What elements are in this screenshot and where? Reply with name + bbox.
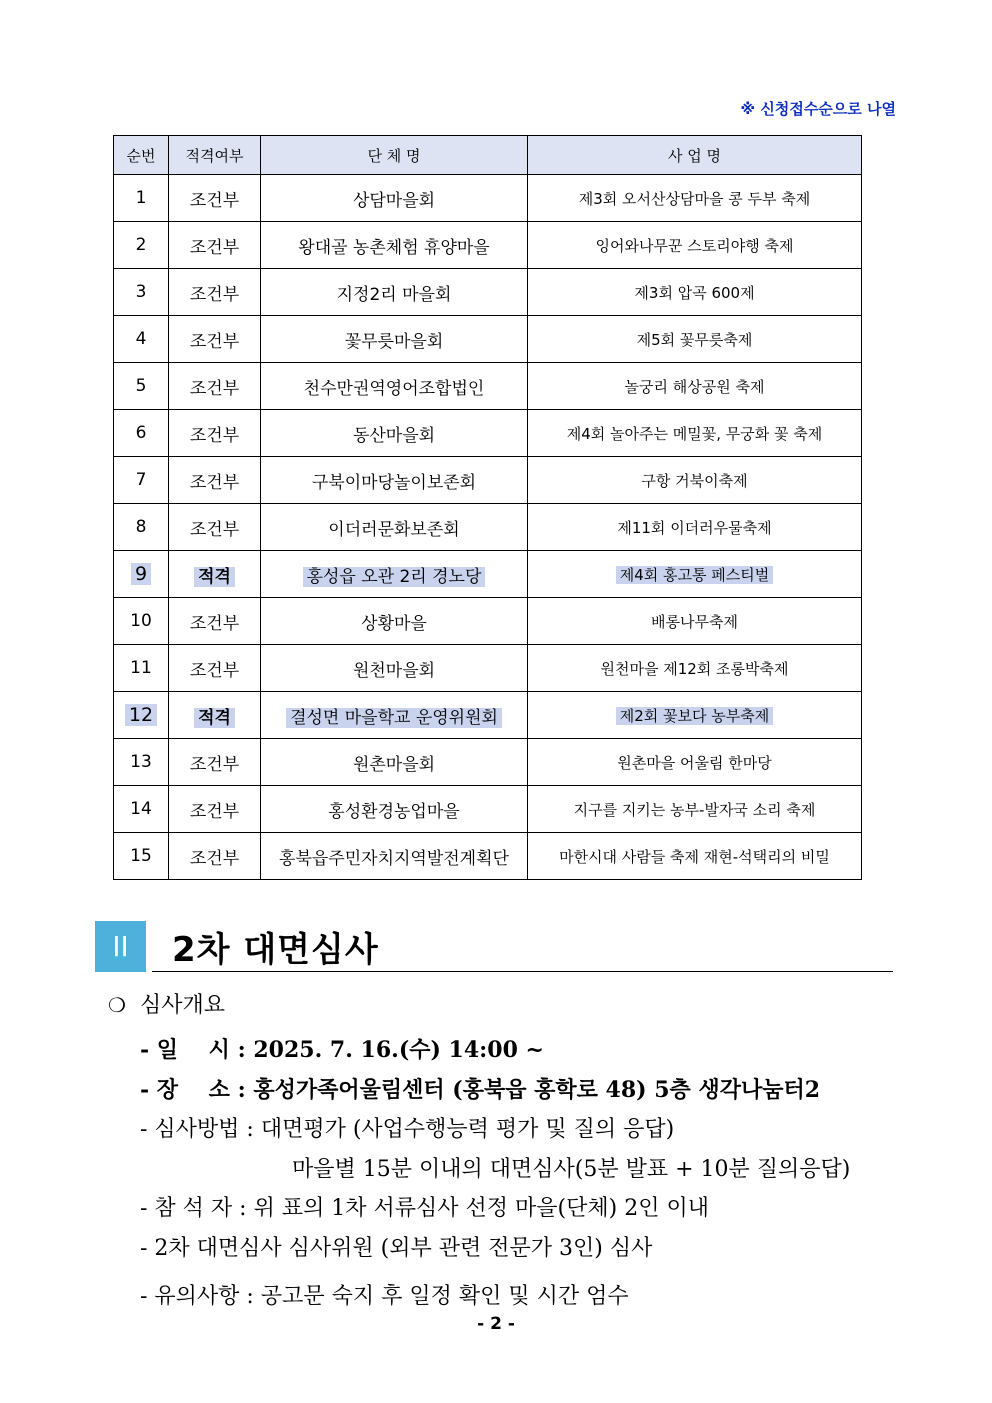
row-project-text: 제5회 꽃무릇축제 [636,330,753,349]
row-status [169,786,261,833]
overview-line-method: - 심사방법 : 대면평가 (사업수행능력 평가 및 질의 응답) [140,1117,675,1142]
row-number-text: 11 [130,658,152,678]
row-number-text: 7 [135,470,147,490]
overview-line-method-detail: 마을별 15분 이내의 대면심사(5분 발표 + 10분 질의응답) [292,1157,851,1182]
row-status [169,222,261,269]
overview-line-judges: - 2차 대면심사 심사위원 (외부 관련 전문가 3인) 심사 [140,1236,653,1261]
row-status [169,692,261,739]
row-organization [261,410,528,457]
row-organization [261,269,528,316]
row-organization [261,316,528,363]
row-project [528,269,862,316]
row-organization [261,551,528,598]
row-number-text: 5 [135,376,147,396]
row-number [114,551,169,598]
table-row [114,692,862,739]
row-project-text: 제11회 이더러우물축제 [617,518,772,537]
row-status [169,833,261,880]
row-number [114,692,169,739]
applicant-table [113,135,862,880]
row-status-text: 조건부 [189,848,240,869]
row-status-text: 조건부 [189,425,240,446]
row-status-text: 조건부 [189,190,240,211]
table-row [114,222,862,269]
row-project-text: 마한시대 사람들 축제 재현-석택리의 비밀 [559,847,830,866]
row-number [114,410,169,457]
row-number-text: 3 [135,282,147,302]
table-header-row [114,136,862,175]
page-number: - 2 - [477,1314,515,1334]
row-organization-text: 홍성읍 오관 2리 경노당 [303,567,486,587]
row-number-text: 6 [135,423,147,443]
overview-heading-text: 심사개요 [139,993,225,1018]
section-number-badge: II [95,921,146,972]
table-row [114,551,862,598]
row-number [114,504,169,551]
table-row [114,786,862,833]
row-number-text: 9 [131,563,151,585]
row-organization-text: 천수만권역영어조합법인 [303,378,485,399]
row-status-text: 조건부 [189,613,240,634]
overview-line-location: - 장 소 : 홍성가족어울림센터 (홍북읍 홍학로 48) 5층 생각나눔터2 [140,1077,821,1103]
header-status: 적격여부 [169,136,261,175]
table-row [114,410,862,457]
table-row [114,269,862,316]
section-underline [152,971,893,972]
row-organization [261,739,528,786]
table-row [114,175,862,222]
table-row [114,739,862,786]
row-number [114,833,169,880]
overview-line-notes: - 유의사항 : 공고문 숙지 후 일정 확인 및 시간 엄수 [140,1284,629,1309]
row-project-text: 배롱나무축제 [651,612,738,631]
row-status-text: 조건부 [189,754,240,775]
row-number-text: 10 [130,611,152,631]
row-number [114,739,169,786]
row-project-text: 잉어와나무꾼 스토리야행 축제 [595,236,794,255]
row-number [114,316,169,363]
row-organization [261,598,528,645]
row-status [169,269,261,316]
overview-heading [108,988,225,1019]
row-number-text: 12 [125,704,157,726]
row-project [528,551,862,598]
row-project-text: 제3회 압곡 600제 [634,283,755,302]
row-number [114,175,169,222]
row-number [114,645,169,692]
row-organization [261,504,528,551]
row-organization [261,645,528,692]
row-organization [261,692,528,739]
row-project [528,692,862,739]
row-status-text: 조건부 [189,519,240,540]
row-status-text: 적격 [194,708,235,728]
table-row [114,645,862,692]
row-status [169,504,261,551]
row-number [114,598,169,645]
row-organization-text: 구북이마당놀이보존회 [311,472,477,493]
row-organization [261,786,528,833]
row-project [528,504,862,551]
row-status [169,551,261,598]
row-status [169,410,261,457]
row-organization-text: 원천마을회 [352,660,436,681]
row-organization-text: 꽃무릇마을회 [344,331,444,352]
row-project [528,222,862,269]
row-project-text: 지구를 지키는 농부-발자국 소리 축제 [573,800,816,819]
row-project [528,410,862,457]
row-organization-text: 왕대골 농촌체험 휴양마을 [298,237,490,258]
row-project-text: 제4회 놀아주는 메밀꽃, 무궁화 꽃 축제 [566,424,823,443]
row-project [528,739,862,786]
row-organization-text: 지정2리 마을회 [336,284,452,305]
row-project-text: 제4회 홍고통 페스티벌 [616,566,774,584]
row-project [528,175,862,222]
table-row [114,833,862,880]
row-organization [261,363,528,410]
row-status-text: 조건부 [189,237,240,258]
row-status [169,457,261,504]
row-organization-text: 홍성환경농업마을 [328,801,460,822]
row-number [114,269,169,316]
row-status-text: 조건부 [189,660,240,681]
row-number [114,222,169,269]
row-project-text: 제3회 오서산상담마을 콩 두부 축제 [578,189,811,208]
row-status [169,363,261,410]
row-project [528,645,862,692]
row-organization-text: 상황마을 [361,613,427,634]
row-status [169,739,261,786]
row-organization-text: 동산마을회 [352,425,436,446]
row-organization-text: 원촌마을회 [352,754,436,775]
row-status [169,598,261,645]
row-number [114,786,169,833]
table-row [114,504,862,551]
row-project-text: 제2회 꽃보다 농부축제 [616,707,774,725]
row-organization-text: 이더러문화보존회 [328,519,460,540]
row-organization [261,222,528,269]
ordering-note: ※ 신청접수순으로 나열 [740,100,896,118]
row-number-text: 1 [135,188,147,208]
row-project-text: 구항 거북이축제 [641,471,748,490]
row-number-text: 13 [130,752,152,772]
row-status-text: 적격 [194,567,235,587]
row-organization-text: 상담마을회 [352,190,436,211]
row-status [169,645,261,692]
row-organization [261,833,528,880]
section-title: 2차 대면심사 [172,930,379,970]
row-number-text: 2 [135,235,147,255]
overview-line-datetime: - 일 시 : 2025. 7. 16.(수) 14:00 ~ [140,1037,544,1063]
circle-bullet-icon: ❍ [108,993,126,1017]
row-status-text: 조건부 [189,284,240,305]
row-project [528,363,862,410]
row-organization [261,175,528,222]
row-organization-text: 홍북읍주민자치지역발전계획단 [279,848,509,869]
row-status-text: 조건부 [189,378,240,399]
overview-line-attendees: - 참 석 자 : 위 표의 1차 서류심사 선정 마을(단체) 2인 이내 [140,1196,709,1221]
row-project [528,316,862,363]
table-row [114,316,862,363]
row-status [169,175,261,222]
row-number-text: 15 [130,846,152,866]
row-project-text: 놀궁리 해상공원 축제 [624,377,765,396]
table-row [114,363,862,410]
row-status-text: 조건부 [189,801,240,822]
row-number-text: 4 [135,329,147,349]
row-project-text: 원천마을 제12회 조롱박축제 [600,659,789,678]
row-project [528,598,862,645]
row-number [114,363,169,410]
row-organization [261,457,528,504]
row-project-text: 원촌마을 어울림 한마당 [617,753,772,772]
row-number-text: 8 [135,517,147,537]
header-organization: 단 체 명 [261,136,528,175]
row-project [528,786,862,833]
row-number-text: 14 [130,799,152,819]
row-status-text: 조건부 [189,331,240,352]
row-organization-text: 결성면 마을학교 운영위원회 [286,708,502,728]
table-row [114,598,862,645]
row-status [169,316,261,363]
table-row [114,457,862,504]
row-project [528,833,862,880]
header-project: 사 업 명 [528,136,862,175]
header-no: 순번 [114,136,169,175]
row-number [114,457,169,504]
row-project [528,457,862,504]
row-status-text: 조건부 [189,472,240,493]
